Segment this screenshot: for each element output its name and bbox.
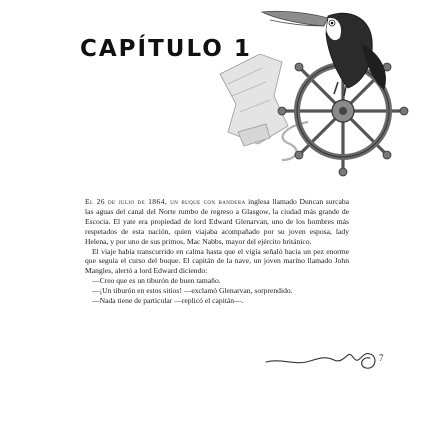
map-scroll-illustration (220, 54, 288, 146)
paragraph-1 (85, 197, 349, 247)
page-number: 7 (379, 353, 384, 363)
paragraph-2: El viaje había transcurrido en calma hasta que el vigía señaló hacia un pez enorme que seguía el curso del buque. El capitán de la nave, un joven marino llamado John Mangles, alertó a lord Edward diciendo: (85, 246, 349, 276)
opening-smallcaps: El 26 de julio de 1864, un buque con bandera (85, 197, 246, 206)
paragraph-1-text: inglesa llamado Duncan surcaba las aguas del canal del Norte rumbo de regreso a Glasgow, la ciudad más grande de Escocia. El yate era propiedad de lord Edward Glenarvan, uno de los hombres más respetados de esta nación, quien viajaba acompañado por su joven esposa, lady Helena, y por uno de sus primos, Mac Nabbs, mayor del ejército británico. (85, 197, 349, 246)
dialogue-line-2: —¡Un tiburón en estos sitios! —exclamó Glenarvan, sorprendido. (92, 286, 293, 296)
toucan-on-ship-wheel-icon (178, 4, 418, 180)
toucan-illustration (262, 11, 386, 96)
dialogue-line-1: —Creo que es un tiburón de buen tamaño. (92, 276, 221, 286)
dialogue-line-3: —Nada tiene de particular —replicó el capitán—. (92, 296, 244, 306)
chapter-body (85, 197, 349, 306)
chapter-title: CAPÍTULO 1 (80, 36, 252, 62)
dialogue-block (85, 276, 349, 306)
